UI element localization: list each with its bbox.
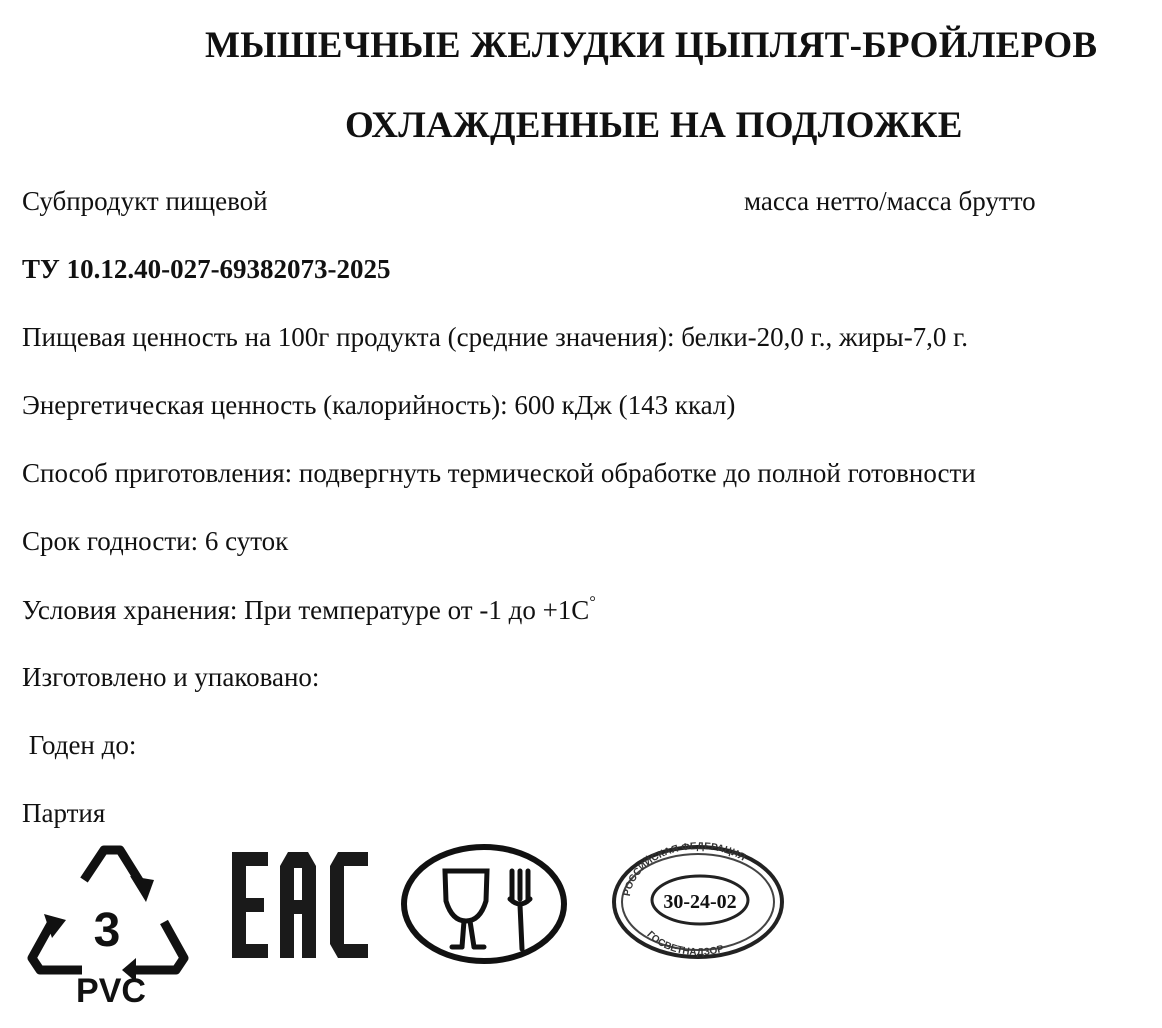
- title-line-1: МЫШЕЧНЫЕ ЖЕЛУДКИ ЦЫПЛЯТ-БРОЙЛЕРОВ: [205, 25, 1098, 66]
- batch-label: Партия: [22, 798, 106, 828]
- mass-label: масса нетто/масса брутто: [744, 186, 1036, 216]
- manufactured-label: Изготовлено и упаковано:: [22, 662, 320, 692]
- storage-conditions: [22, 594, 596, 626]
- cooking-method: Способ приготовления: подвергнуть термической обработке до полной готовности: [22, 458, 976, 488]
- stamp-top-text: РОССИЙСКАЯ ФЕДЕРАЦИЯ: [621, 842, 748, 897]
- shelf-life: Срок годности: 6 суток: [22, 526, 289, 556]
- degree-sign: °: [589, 594, 596, 611]
- vet-stamp-icon: [608, 842, 788, 960]
- stamp-number: 30-24-02: [663, 891, 737, 913]
- stamp-bottom-text: ГОСВЕТНАДЗОР: [644, 929, 726, 959]
- recycling-code: 3: [93, 904, 121, 957]
- nutrition-info: Пищевая ценность на 100г продукта (средние значения): белки-20,0 г., жиры-7,0 г.: [22, 322, 968, 352]
- recycling-pvc-icon: [24, 840, 194, 1010]
- energy-info: Энергетическая ценность (калорийность): 600 кДж (143 ккал): [22, 390, 736, 420]
- best-before-label: Годен до:: [22, 730, 137, 760]
- eac-mark-icon: [230, 852, 370, 960]
- standard-code: ТУ 10.12.40-027-69382073-2025: [22, 254, 391, 284]
- svg-text:ГОСВЕТНАДЗОР: [644, 929, 725, 958]
- storage-text: Условия хранения: При температуре от -1 до +1С: [22, 595, 590, 625]
- product-type: Субпродукт пищевой: [22, 186, 268, 216]
- glass-fork-icon: [400, 843, 570, 965]
- title-line-2: ОХЛАЖДЕННЫЕ НА ПОДЛОЖКЕ: [345, 105, 963, 146]
- recycling-material: PVC: [76, 972, 146, 1010]
